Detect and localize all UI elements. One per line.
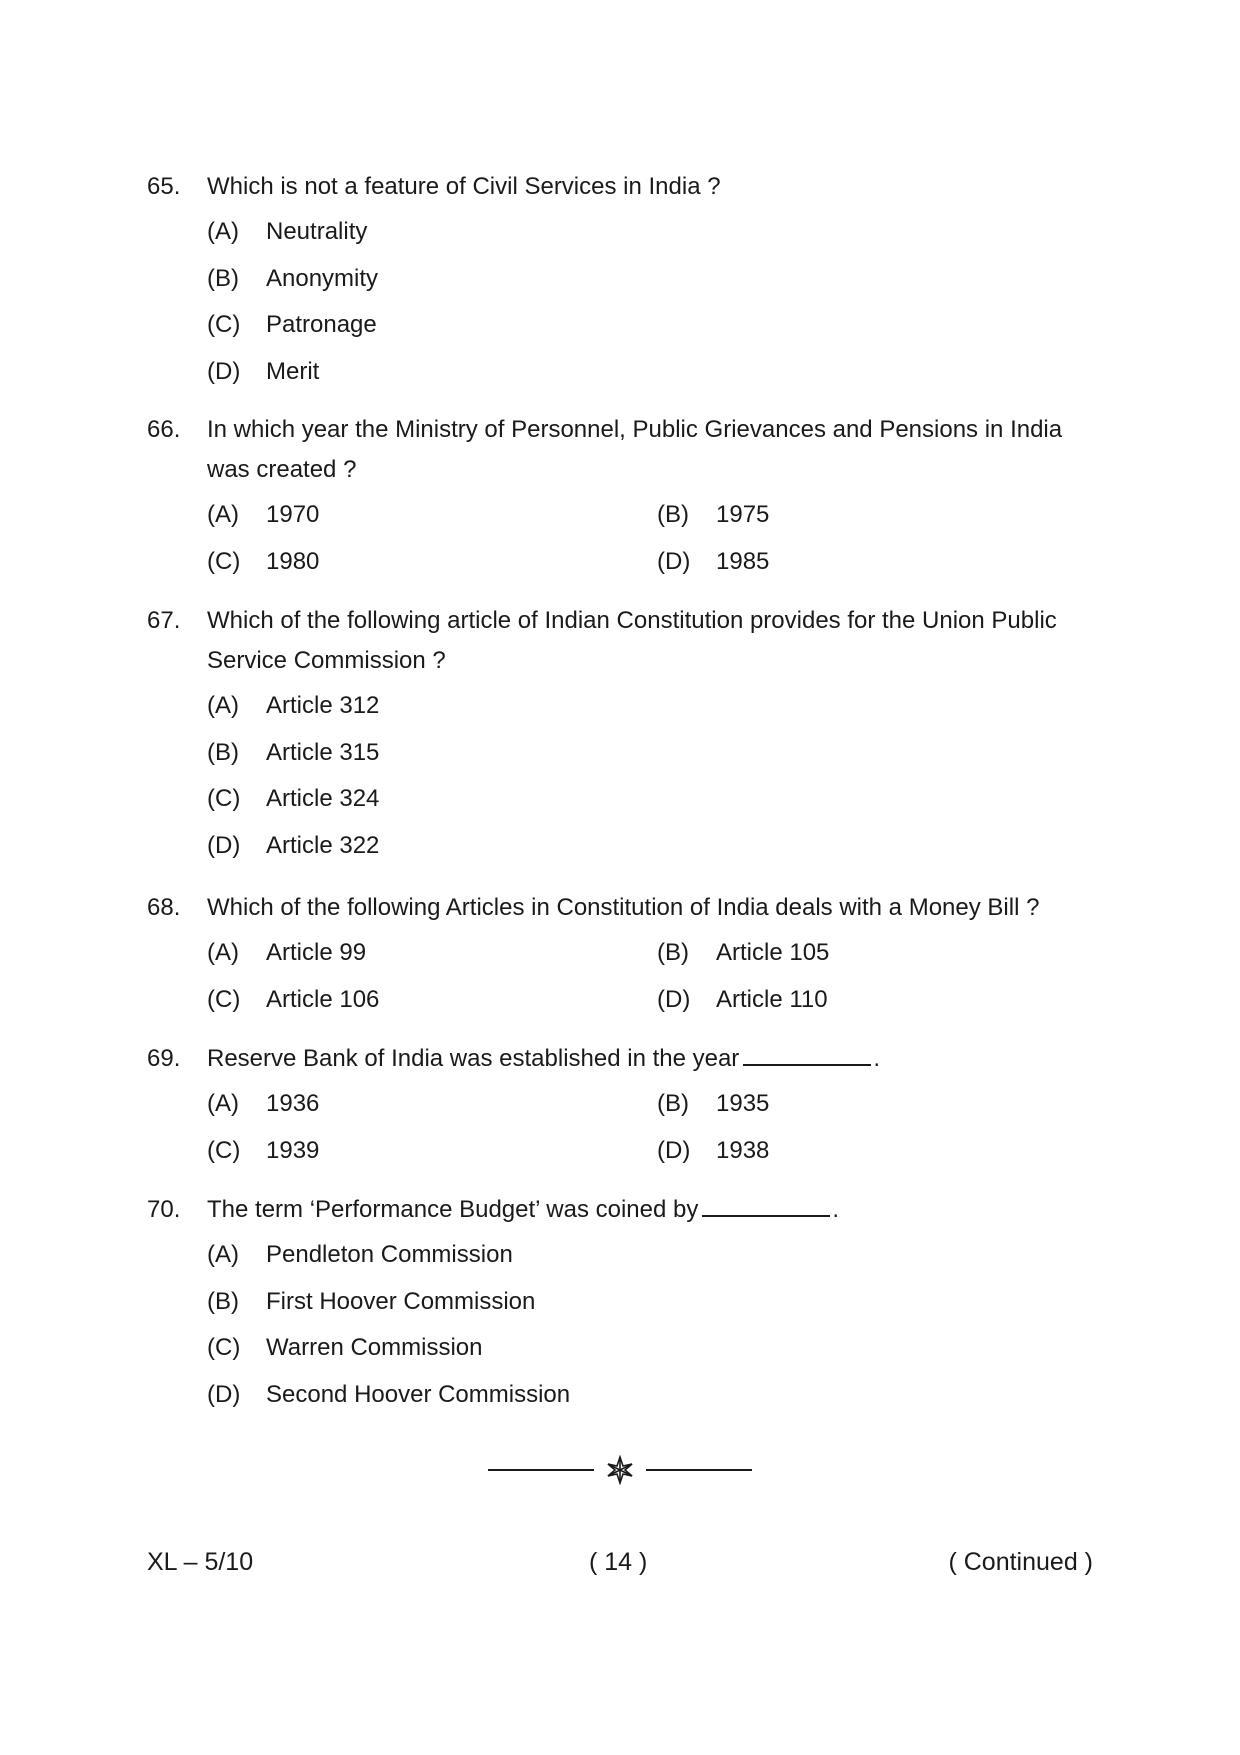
question-text: Reserve Bank of India was established in the year xyxy=(207,1045,740,1072)
option-text: Warren Commission xyxy=(266,1334,483,1362)
option-label: (C) xyxy=(207,1136,241,1164)
option-c xyxy=(207,311,710,339)
option-text: Merit xyxy=(266,357,320,385)
option-a xyxy=(207,939,657,967)
question-text: In which year the Ministry of Personnel, Public Grievances and Pensions in India was created ? xyxy=(207,416,1063,483)
option-text: Neutrality xyxy=(266,218,368,246)
option-c xyxy=(207,1334,710,1362)
option-row xyxy=(207,730,1107,777)
option-d xyxy=(207,832,710,860)
option-a xyxy=(207,692,710,720)
option-text: Second Hoover Commission xyxy=(266,1380,571,1408)
option-text: 1980 xyxy=(266,547,320,575)
question-68 xyxy=(147,888,1107,1023)
option-label: (A) xyxy=(207,218,239,246)
option-text: 1939 xyxy=(266,1136,320,1164)
option-b xyxy=(207,1288,710,1316)
option-b xyxy=(207,265,710,293)
paper-code: XL – 5/10 xyxy=(147,1548,254,1576)
option-label: (B) xyxy=(657,939,689,967)
option-row xyxy=(207,302,1107,349)
option-row xyxy=(207,1081,1107,1128)
option-label: (D) xyxy=(657,1136,691,1164)
option-c xyxy=(207,986,657,1014)
option-label: (B) xyxy=(207,1287,239,1315)
option-b xyxy=(207,739,710,767)
option-row xyxy=(207,823,1107,870)
option-label: (D) xyxy=(657,547,691,575)
option-row xyxy=(207,539,1107,586)
option-label: (C) xyxy=(207,785,241,813)
option-text: Article 322 xyxy=(266,831,380,859)
option-label: (B) xyxy=(657,501,689,529)
option-text: Article 105 xyxy=(716,939,830,967)
option-text: Article 110 xyxy=(716,985,828,1013)
option-row xyxy=(207,683,1107,730)
option-d xyxy=(657,548,1107,576)
option-text: 1935 xyxy=(716,1090,770,1118)
question-number: 67. xyxy=(147,607,181,634)
option-label: (D) xyxy=(207,357,241,385)
option-text: Article 324 xyxy=(266,785,380,813)
question-number: 69. xyxy=(147,1045,181,1072)
option-label: (C) xyxy=(207,1334,241,1362)
option-label: (B) xyxy=(207,738,239,766)
question-number: 65. xyxy=(147,173,181,200)
divider-line xyxy=(646,1469,752,1471)
option-row xyxy=(207,776,1107,823)
option-b xyxy=(657,939,1107,967)
question-number: 70. xyxy=(147,1196,181,1223)
question-69 xyxy=(147,1039,1107,1174)
option-row xyxy=(207,977,1107,1024)
option-d xyxy=(657,986,1107,1014)
question-66 xyxy=(147,410,1107,585)
option-c xyxy=(207,548,657,576)
option-a xyxy=(207,1090,657,1118)
option-a xyxy=(207,1241,710,1269)
question-67 xyxy=(147,601,1107,869)
question-text-end: . xyxy=(873,1045,880,1072)
option-c xyxy=(207,1137,657,1165)
option-row xyxy=(207,256,1107,303)
option-row xyxy=(207,1372,1107,1419)
option-label: (C) xyxy=(207,311,241,339)
answer-blank xyxy=(702,1191,830,1217)
option-text: Article 99 xyxy=(266,939,367,967)
option-text: 1938 xyxy=(716,1136,770,1164)
option-a xyxy=(207,501,657,529)
option-b xyxy=(657,1090,1107,1118)
option-label: (D) xyxy=(207,1380,241,1408)
option-row xyxy=(207,1325,1107,1372)
question-text-end: . xyxy=(832,1196,840,1223)
option-d xyxy=(207,358,710,386)
answer-blank xyxy=(743,1040,871,1066)
continued-label: ( Continued ) xyxy=(948,1548,1093,1576)
option-label: (D) xyxy=(657,985,691,1013)
option-d xyxy=(207,1381,710,1409)
option-text: Article 106 xyxy=(266,985,380,1013)
option-text: Article 315 xyxy=(266,738,380,766)
star-ornament-icon xyxy=(600,1456,640,1484)
option-label: (A) xyxy=(207,1241,239,1269)
option-row xyxy=(207,492,1107,539)
option-text: 1985 xyxy=(716,547,770,575)
divider-line xyxy=(488,1469,594,1471)
option-row xyxy=(207,1279,1107,1326)
option-label: (D) xyxy=(207,831,241,859)
question-65 xyxy=(147,167,1107,395)
page-number: ( 14 ) xyxy=(589,1548,648,1576)
question-text: Which of the following Articles in Constitution of India deals with a Money Bill ? xyxy=(207,894,1040,921)
option-text: 1936 xyxy=(266,1090,320,1118)
question-text: Which of the following article of Indian Constitution provides for the Union Public Service Commission ? xyxy=(207,607,1057,674)
option-c xyxy=(207,785,710,813)
option-text: 1970 xyxy=(266,501,320,529)
option-label: (C) xyxy=(207,547,241,575)
option-a xyxy=(207,218,710,246)
section-end-divider xyxy=(488,1458,754,1482)
option-d xyxy=(657,1137,1107,1165)
option-row xyxy=(207,1128,1107,1175)
question-70 xyxy=(147,1190,1107,1418)
option-text: First Hoover Commission xyxy=(266,1287,536,1315)
option-label: (B) xyxy=(207,264,239,292)
option-text: Article 312 xyxy=(266,692,380,720)
option-text: Pendleton Commission xyxy=(266,1241,513,1269)
option-text: Patronage xyxy=(266,311,377,339)
option-row xyxy=(207,930,1107,977)
option-text: Anonymity xyxy=(266,264,379,292)
option-row xyxy=(207,209,1107,256)
option-label: (A) xyxy=(207,939,239,967)
question-text: The term ‘Performance Budget’ was coined by xyxy=(207,1196,699,1223)
question-number: 68. xyxy=(147,894,181,921)
option-label: (A) xyxy=(207,692,239,720)
question-text: Which is not a feature of Civil Services in India ? xyxy=(207,173,721,200)
option-label: (B) xyxy=(657,1090,689,1118)
page-footer xyxy=(147,1548,1093,1584)
option-label: (C) xyxy=(207,985,241,1013)
question-number: 66. xyxy=(147,416,181,443)
option-row xyxy=(207,349,1107,396)
option-b xyxy=(657,501,1107,529)
option-label: (A) xyxy=(207,501,239,529)
option-row xyxy=(207,1232,1107,1279)
option-text: 1975 xyxy=(716,501,770,529)
option-label: (A) xyxy=(207,1090,239,1118)
